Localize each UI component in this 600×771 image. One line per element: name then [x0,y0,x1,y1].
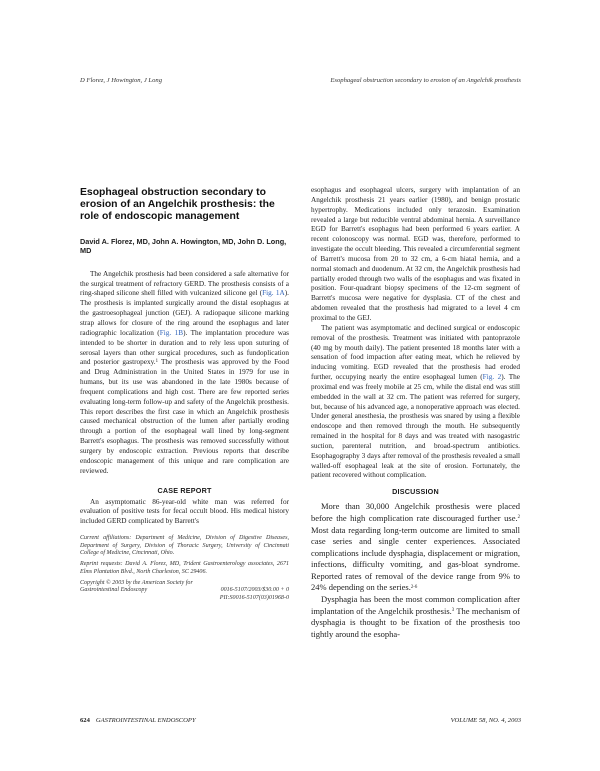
volume-issue: VOLUME 58, NO. 4, 2003 [450,717,521,724]
reference-1: 1 [155,358,158,364]
running-head-title: Esophageal obstruction secondary to erosion of an Angelchik prosthesis [330,77,521,84]
reference-2: 2 [517,515,520,521]
left-column [80,186,289,603]
discussion-paragraph-1: More than 30,000 Angelchik prosthesis were placed before the high complication rate discouraged further use.$^2$ Most data regarding long-term outcome are limited to small case series and single center experiences. Associated complications include dysphagia, displacement or migration, infections, difficulty vomiting, and gas-bloat syndrome. Reported rates of removal of the device range from 9% to 24% depending on the series.$^{2-6}$ [311,501,520,593]
case-report-paragraph: An asymptomatic 86-year-old white man was referred for evaluation of positive tests for fecal occult blood. His medical history included GERD complicated by Barrett's [80,497,289,526]
article-title: Esophageal obstruction secondary to erosion of an Angelchik prosthesis: the role of endoscopic management [80,187,275,223]
footnotes [80,535,289,603]
discussion-paragraph-2: Dysphagia has been the most common complication after implantation of the Angelchik prosthesis.$^3$ The mechanism of dysphagia is thought to be fixation of the prosthesis too tightly around the esopha- [311,594,520,639]
case-report-continued-paragraph: esophagus and esophageal ulcers, surgery with implantation of an Angelchik prosthesis 21 years earlier (1980), and benign prostatic hypertrophy. Medications included only terazosin. Examination revealed a large but reducible ventral abdominal hernia. A surveillance EGD for Barrett's esophagus had been performed 6 years earlier. A recent colonoscopy was normal. EGD was, therefore, performed to investigate the occult bleeding. This revealed a circumferential segment of Barrett's mucosa from 20 to 32 cm, a 6-cm hiatal hernia, and a normal stomach and duodenum. At 32 cm, the Angelchik prosthesis had partially eroded through two walls of the esophagus and was fixated in position. Four-quadrant biopsy specimens of the 12-cm segment of Barrett's mucosa were negative for dysplasia. CT of the chest and abdomen revealed that the prosthesis had migrated to a level 4 cm proximal to the GEJ. [311,186,520,322]
reference-2-6: 2-6 [410,584,418,590]
figure-1a-link[interactable]: Fig. 1A [262,289,285,298]
reprint-requests-note: Reprint requests: David A. Florez, MD, Trident Gastroenterology associates, 2671 Elms Plantation Blvd., North Charleston, SC 29406. [80,561,289,575]
intro-paragraph: The Angelchik prosthesis had been considered a safe alternative for the surgical treatment of refractory GERD. The prosthesis consists of a ring-shaped silicone shell filled with vulcanized silicone gel (Fig. 1A). The prosthesis is implanted surgically around the distal esophagus at the gastroesophageal junction (GEJ). A radiopaque silicone marking strap allows for closure of the ring around the esophagus and later radiographic localization (Fig. 1B). The implantation procedure was intended to be shorter in duration and to rely less upon suturing of serosal layers than other surgical procedures, such as fundoplication and posterior gastropexy.$^1$ The prosthesis was approved by the Food and Drug Administration in the United States in 1979 for use in humans, but its use was abandoned in the late 1980s because of frequent complications and high cost. There are few reported series evaluating long-term follow-up and safety of the Angelchik prosthesis. This report describes the first case in which an Angelchik prosthesis caused mechanical obstruction of the lumen after partially eroding through a portion of the esophageal wall lined by long-segment Barrett's esophagus. The prosthesis was removed successfully without surgery by endoscopic extraction. Previous reports that describe endoscopic management of this unique and rare complication are reviewed. [80,269,289,475]
discussion-heading: DISCUSSION [392,487,439,497]
running-head-authors: D Florez, J Howington, J Long [80,77,162,84]
affiliation-note: Current affiliations: Department of Medicine, Division of Digestive Diseases, Department of Surgery, Division of Thoracic Surgery, University of Cincinnati College of Medicine, Cincinnati, Ohio. [80,535,289,557]
page-number: 624 [80,717,90,724]
copyright-note: Copyright © 2003 by the American Society for Gastrointestinal Endoscopy [80,579,193,594]
page-footer-left [80,717,196,724]
journal-name: GASTROINTESTINAL ENDOSCOPY [95,717,196,724]
figure-2-link[interactable]: Fig. 2 [482,373,502,382]
treatment-paragraph: The patient was asymptomatic and declined surgical or endoscopic removal of the prosthesis. Treatment was initiated with pantoprazole (40 mg by mouth daily). The patient presented 18 months later with a sensation of food impaction after eating meat, which he relieved by inducing vomiting. EGD revealed that the prosthesis had eroded further, occupying nearly the entire esophageal lumen (Fig. 2). The proximal end was freely mobile at 25 cm, while the distal end was still embedded in the wall at 32 cm. The patient was referred for surgery, but, because of his advanced age, a nonoperative approach was elected. Under general anesthesia, the prosthesis was snared by using a flexible endoscope and then removed through the mouth. He subsequently remained in the hospital for 8 days and was treated with nasogastric suction, parenteral nutrition, and broad-spectrum antibiotics. Esophagography 3 days after removal of the prosthesis revealed a small walled-off esophageal leak at the site of erosion. Fortunately, the patient recovered without complication. [311,323,520,480]
case-report-heading: CASE REPORT [157,485,212,495]
price-code: 0016-5107/2003/$30.00 + 0 [220,587,289,594]
pii-code: PII:S0016-5107(03)01968-0 [219,594,289,601]
figure-1b-link[interactable]: Fig. 1B [159,328,184,337]
article-authors: David A. Florez, MD, John A. Howington, MD, John D. Long, MD [80,236,287,256]
right-column [311,186,520,640]
reference-3: 3 [451,608,455,614]
